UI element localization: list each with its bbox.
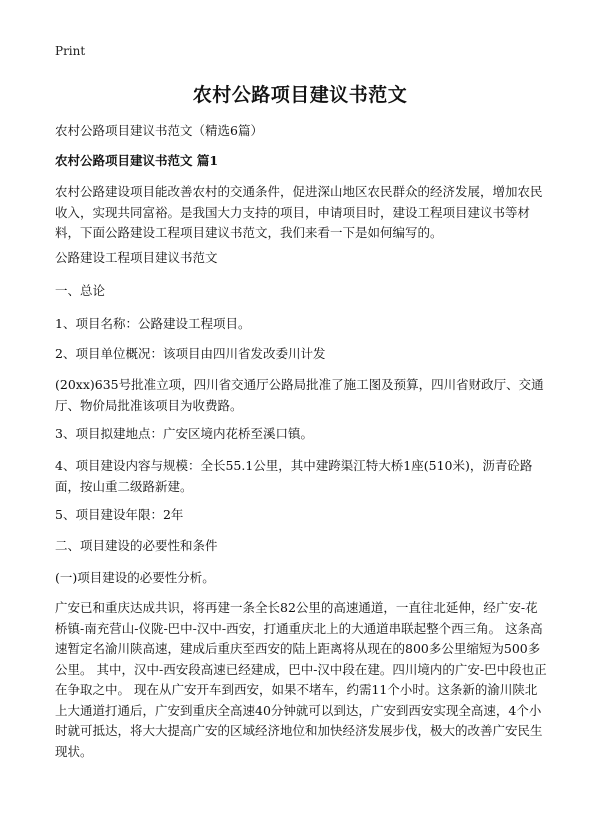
intro-paragraph: 农村公路建设项目能改善农村的交通条件，促进深山地区农民群众的经济发展，增加农民收入，实现共同富裕。是我国大力支持的项目，申请项目时，建设工程项目建议书等材料，下面公路建设工程项目建议书范文，我们来看一下是如何编写的。 bbox=[55, 184, 543, 240]
item-approval: (20xx)635号批准立项，四川省交通厅公路局批准了施工图及预算，四川省财政厅、交通厅、物价局批准该项目为收费路。 bbox=[55, 377, 544, 413]
body-paragraph: 广安已和重庆达成共识，将再建一条全长82公里的高速通道，一直往北延伸，经广安-花桥镇-南充营山-仪陇-巴中-汉中-西安，打通重庆北上的大通道串联起整个西三角。 这条高速暂定名渝川陕高速，建成后重庆至西安的陆上距离将从现在的800多公里缩短为500多公里。 其中，汉中-西安段高速已经建成，巴中-汉中段在建。四川境内的广安-巴中段也正在争取之中。 现在从广安开车到西安，如果不堵车，约需11个小时。这条新的渝川陕北上大通道打通后，广安到重庆全高速40分钟就可以到达，广安到西安实现全高速，4个小时就可抵达，将大大提高广安的区域经济地位和加快经济发展步伐，极大的改善广安民生现状。 bbox=[55, 600, 547, 759]
item-content-scale: 4、项目建设内容与规模：全长55.1公里，其中建跨渠江特大桥1座(510米)，沥青砼路面，按山重二级路新建。 bbox=[55, 458, 533, 494]
section-heading: 农村公路项目建议书范文 篇1 bbox=[55, 153, 219, 168]
section-heading-overview: 一、总论 bbox=[55, 283, 106, 298]
subtitle: 农村公路项目建议书范文（精选6篇） bbox=[55, 123, 263, 138]
item-location: 3、项目拟建地点：广安区境内花桥至溪口镇。 bbox=[55, 426, 313, 441]
sub-heading: 公路建设工程项目建议书范文 bbox=[55, 250, 218, 265]
print-link[interactable]: Print bbox=[55, 44, 86, 58]
section-heading-necessity: 二、项目建设的必要性和条件 bbox=[55, 538, 218, 553]
item-project-unit: 2、项目单位概况：该项目由四川省发改委川计发 bbox=[55, 346, 326, 361]
item-duration: 5、项目建设年限：2年 bbox=[55, 507, 184, 522]
page-title: 农村公路项目建议书范文 bbox=[192, 84, 408, 106]
item-project-name: 1、项目名称：公路建设工程项目。 bbox=[55, 316, 251, 331]
sub-heading-necessity-analysis: (一)项目建设的必要性分析。 bbox=[55, 570, 215, 585]
